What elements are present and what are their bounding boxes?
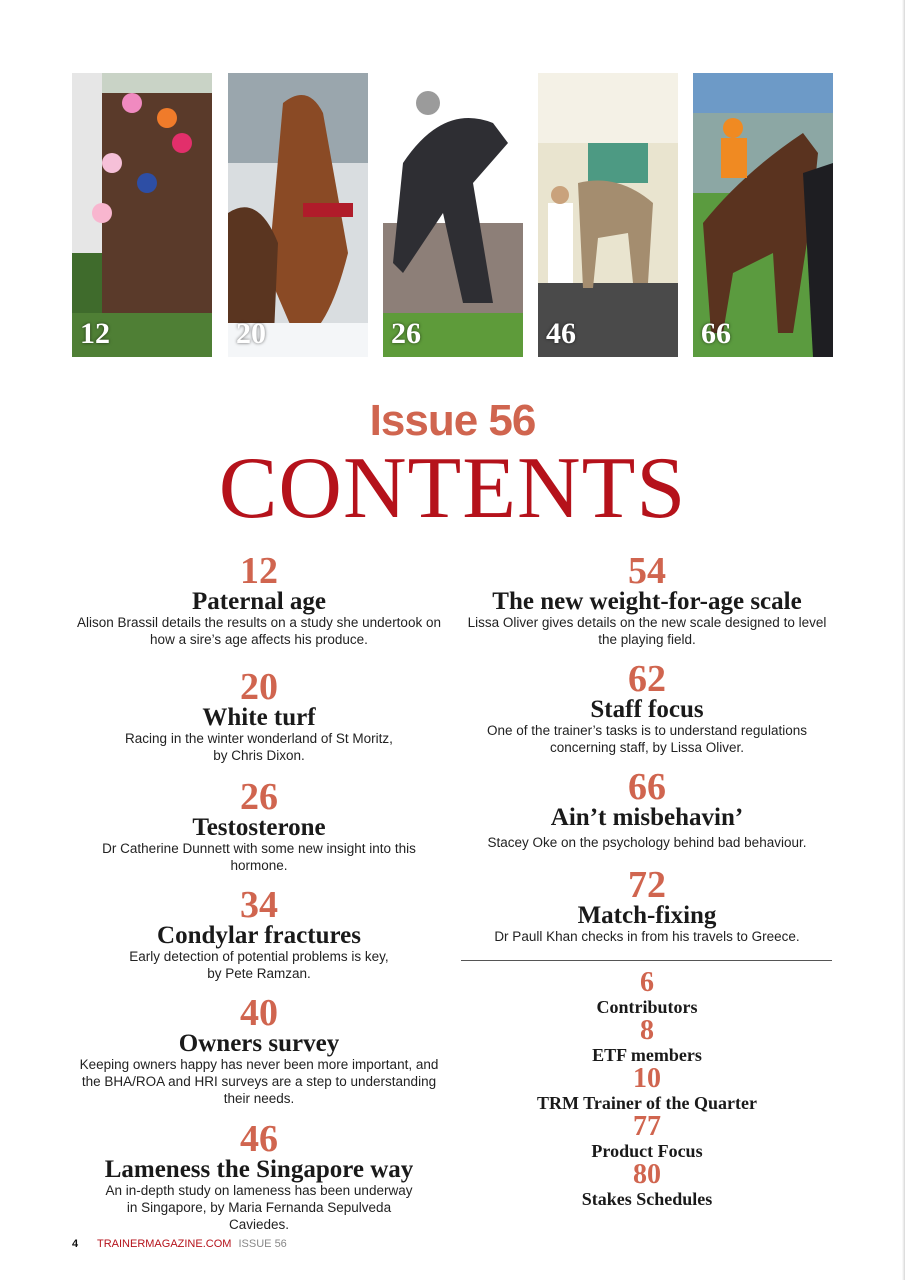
footer-page-number: 4 (72, 1238, 79, 1250)
photo-page-number: 66 (701, 317, 731, 350)
photo-page-46 (538, 73, 678, 357)
feature-page-number: 72 (628, 864, 666, 906)
feature-description: One of the trainer’s tasks is to understand regulations concerning staff, by Lissa Oliver. (487, 723, 807, 755)
feature-entry[interactable] (462, 768, 832, 866)
feature-title: Lameness the Singapore way (104, 1156, 414, 1183)
regular-entry[interactable] (462, 1063, 832, 1114)
feature-title: Match-fixing (577, 902, 717, 929)
photo-page-12 (72, 73, 212, 357)
feature-entry[interactable] (72, 668, 446, 778)
photo-page-20 (228, 73, 368, 357)
feature-title: The new weight-for-age scale (492, 588, 802, 615)
feature-title: Testosterone (192, 814, 326, 841)
features-right-column (462, 552, 832, 945)
feature-page-number: 46 (240, 1118, 278, 1160)
feature-page-number: 54 (628, 550, 666, 592)
regular-title: Contributors (596, 997, 698, 1017)
photo-page-66 (693, 73, 833, 357)
feature-description: Keeping owners happy has never been more important, and the BHA/ROA and HRI surveys are a step to understanding their needs. (79, 1057, 439, 1106)
horse-race-start-image (72, 73, 212, 357)
regular-entry[interactable] (462, 1111, 832, 1162)
regular-title: TRM Trainer of the Quarter (537, 1093, 757, 1113)
photo-page-number: 46 (546, 317, 576, 350)
regular-entry[interactable] (462, 1015, 832, 1066)
feature-title: Paternal age (192, 588, 326, 615)
feature-description: Alison Brassil details the results on a study she undertook on how a sire’s age affects his produce. (77, 615, 441, 647)
feature-page-number: 40 (240, 992, 278, 1034)
jockey-on-horse-image (693, 73, 833, 357)
regular-page-number: 10 (633, 1063, 661, 1094)
photo-page-number: 12 (80, 317, 110, 350)
photo-page-26 (383, 73, 523, 357)
feature-description: Dr Paull Khan checks in from his travels to Greece. (494, 929, 800, 944)
feature-description: Racing in the winter wonderland of St Moritz, by Chris Dixon. (125, 731, 393, 763)
feature-description: Dr Catherine Dunnett with some new insight into this hormone. (102, 841, 416, 873)
feature-entry[interactable] (462, 660, 832, 768)
feature-title: White turf (202, 704, 316, 731)
feature-description: An in-depth study on lameness has been underway in Singapore, by Maria Fernanda Sepulveda Caviedes. (105, 1183, 413, 1232)
feature-entry[interactable] (72, 778, 446, 886)
issue-label: Issue 56 (369, 396, 536, 445)
feature-title: Staff focus (590, 696, 704, 723)
page-footer (72, 1238, 287, 1250)
horse-snow-race-image (228, 73, 368, 357)
regular-page-number: 6 (640, 967, 654, 998)
feature-page-number: 26 (240, 776, 278, 818)
regulars-list (462, 967, 832, 1210)
regular-entry[interactable] (462, 1159, 832, 1210)
feature-page-number: 12 (240, 550, 278, 592)
feature-entry[interactable] (462, 866, 832, 945)
regular-page-number: 77 (633, 1111, 661, 1142)
footer-site-link[interactable]: TRAINERMAGAZINE.COM (96, 1238, 232, 1250)
feature-description: Stacey Oke on the psychology behind bad behaviour. (487, 835, 807, 850)
regular-page-number: 8 (640, 1015, 654, 1046)
footer-issue: ISSUE 56 (238, 1238, 287, 1250)
feature-entry[interactable] (72, 994, 446, 1120)
regular-title: Product Focus (591, 1141, 703, 1161)
feature-entry[interactable] (462, 552, 832, 660)
feature-page-number: 62 (628, 658, 666, 700)
regular-page-number: 80 (633, 1159, 661, 1190)
feature-entry[interactable] (72, 886, 446, 994)
page-title: CONTENTS (218, 440, 687, 537)
horse-stable-image (538, 73, 678, 357)
feature-page-number: 66 (628, 766, 666, 808)
horse-jumping-image (383, 73, 523, 357)
photo-page-number: 26 (391, 317, 421, 350)
photo-page-number: 20 (236, 317, 266, 350)
feature-description: Lissa Oliver gives details on the new scale designed to level the playing field. (467, 615, 827, 647)
feature-entry[interactable] (72, 1120, 446, 1233)
feature-page-number: 34 (240, 884, 278, 926)
feature-description: Early detection of potential problems is key, by Pete Ramzan. (129, 949, 389, 981)
regular-title: ETF members (592, 1045, 702, 1065)
feature-title: Owners survey (178, 1030, 340, 1057)
feature-entry[interactable] (72, 552, 446, 668)
regular-title: Stakes Schedules (581, 1189, 713, 1209)
regular-entry[interactable] (462, 967, 832, 1018)
feature-page-number: 20 (240, 666, 278, 708)
feature-title: Ain’t misbehavin’ (550, 804, 744, 831)
features-left-column (72, 552, 446, 1233)
section-divider (461, 960, 832, 961)
feature-title: Condylar fractures (157, 922, 361, 949)
